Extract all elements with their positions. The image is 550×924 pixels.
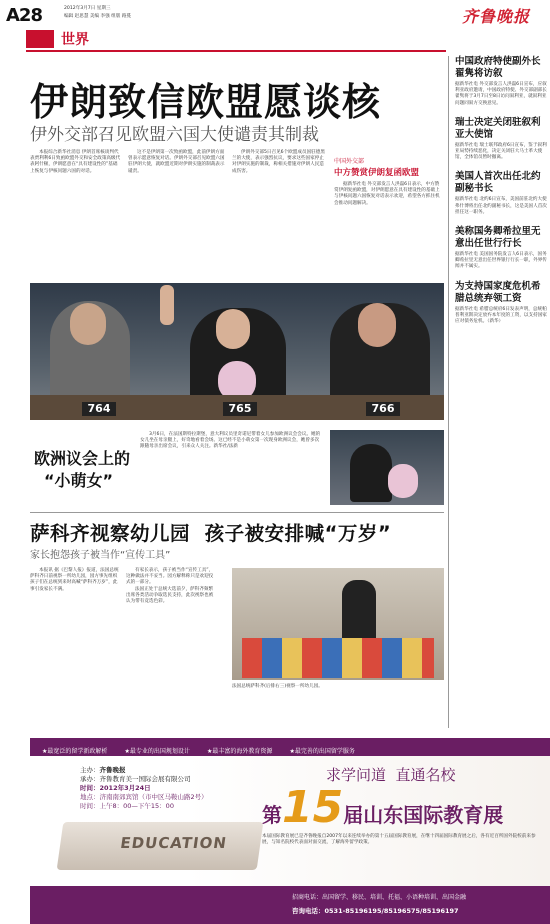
story3-paragraph: 法国正处于总统大选前夕，萨科齐频繁出席各类活动争取选民支持，此次视察也被认为带有竞选色彩。	[126, 586, 214, 605]
inset-mother	[350, 444, 392, 502]
story3-subtitle: 家长抱怨孩子被当作“宣传工具”	[30, 550, 171, 561]
sidebar-item-title: 美称国务卿希拉里无意出任世行行长	[455, 226, 541, 250]
story2-headline-line2: “小萌女”	[44, 471, 114, 490]
page-number: A28	[6, 5, 42, 26]
story3-paragraph: 有家长表示，孩子被当作“宣传工具”，这种做法并不妥当。园方解释称只是欢迎仪式的一部分。	[126, 568, 214, 586]
lead-subtitle: 伊外交部召见欧盟六国大使谴责其制裁	[30, 125, 319, 145]
sidebar-item	[455, 281, 547, 326]
sidebar-item-title: 美国人首次出任北约副秘书长	[455, 171, 541, 195]
sidebar-item	[455, 226, 547, 271]
sidebar-item	[455, 117, 547, 162]
child-row	[242, 638, 434, 678]
story3-body-col1	[30, 568, 120, 593]
kindergarten-photo	[232, 568, 444, 680]
lead-paragraph: 本报综合新华社消息 伊朗首席核谈判代表贾利利6日致函欧盟外交和安全政策高级代表阿什顿，伊朗愿意在“具有建设性的”基础上恢复与伊核问题六国的对话。	[30, 150, 121, 174]
sidebar-item-body: 据新华社电 美国国务院发言人6日表示，国务卿希拉里无意出任世界银行行长一职，外界传闻并不属实。	[455, 252, 547, 270]
column-divider	[448, 56, 449, 728]
ad-date: 2012年3月24日	[99, 784, 151, 792]
politician-right-face	[358, 303, 396, 347]
ad-date-row: 时间：2012年3月24日	[80, 784, 151, 792]
ad-bottom-bar	[30, 886, 550, 924]
sidebar-item-title: 中国政府特使副外长翟隽将访叙	[455, 56, 541, 79]
book-illustration	[57, 822, 264, 870]
seat-number-764: 764	[82, 402, 116, 416]
ad-host: 齐鲁晚报	[99, 766, 126, 774]
ad-edition-number: 15	[282, 782, 344, 833]
book-word: EDUCATION	[119, 834, 229, 852]
date-line: 2012年3月7日 星期三	[64, 6, 111, 11]
ad-venue: 济南南郊宾馆（市中区马鞍山路2号）	[99, 793, 208, 801]
brand-logo: 齐鲁晚报	[462, 7, 531, 26]
ad-title-row	[262, 782, 503, 833]
ad-title: 届山东国际教育展	[343, 803, 504, 827]
ad-description: 本届国际教育展已是齐鲁晚报自2007年以来连续举办的第十五届国际教育展，在继十四届国际教育展之后，各有近百所国外院校前来参展，与知名院校代表面对面交流，了解海外留学政策。	[262, 834, 536, 846]
side-headline: 中方赞赏伊朗复函欧盟	[334, 168, 420, 178]
lead-paragraph: 伊朗外交部5日召见6个欧盟成员国驻德黑兰的大使，表示强烈抗议，要求这些国家停止对伊朗实施的制裁，称相关措施对伊朗人民造成伤害。	[232, 150, 325, 174]
inset-photo	[330, 430, 444, 505]
ad-slogan: 求学问道 直通名校	[326, 766, 456, 784]
lead-headline: 伊朗致信欧盟愿谈核	[30, 80, 382, 124]
ad-top-bar	[30, 738, 550, 756]
sidebar-item-body: 据新华社电 北约6日宣布，美国前驻北约大使弗什博将出任北约副秘书长，这是美国人首次担任这一职务。	[455, 197, 547, 215]
ad-feature: ★最宽泛的留学新政解析	[42, 748, 108, 755]
section-badge	[26, 30, 54, 48]
lead-paragraph: 这不是伊朗第一次致函欧盟，此前伊朗方面曾表示愿意恢复对话。伊朗外交部召见欧盟六国驻伊朗大使，就欧盟近期对伊朗实施的制裁表示谴责。	[128, 150, 225, 174]
ad-feature: ★最完善的出国留学服务	[289, 748, 355, 755]
sidebar-item-title: 瑞士决定关闭驻叙利亚大使馆	[455, 116, 541, 140]
story3-paragraph: 本报讯 据《巴黎人报》报道，法国总统萨科齐日前视察一所幼儿园，园方事先组织孩子们在总统到来时高喊“萨科齐万岁”，此事引发家长不满。	[30, 568, 119, 592]
sidebar-item-body: 据新华社电 瑞士联邦政府6日宣布，鉴于叙利亚局势持续恶化，决定关闭驻大马士革大使馆，全体馆员暂时撤离。	[455, 142, 547, 161]
sidebar-item	[455, 56, 547, 107]
sidebar-item-body: 据新华社电 外交部发言人洪磊6日宣布，应叙利亚政府邀请，中国政府特使、外交部副部长翟隽将于3月7日至8日访问叙利亚，就叙利亚问题同叙方交换意见。	[455, 82, 547, 106]
ad-hours: 上午8：00—下午15：00	[99, 802, 174, 810]
sidebar	[455, 56, 547, 325]
ad-venue-row: 地点：济南南郊宾馆（市中区马鞍山路2号）	[80, 793, 208, 801]
editors-line: 编辑 赵思慧 美编 李强 组版 路蔓	[64, 14, 132, 19]
story3-headline: 萨科齐视察幼儿园 孩子被安排喊“万岁”	[30, 522, 392, 545]
sidebar-item-title: 为支持国家度危机希腊总统弃领工资	[455, 280, 541, 304]
seat-number-765: 765	[223, 402, 257, 416]
story2-paragraph: 3月6日，在法国斯特拉斯堡，意大利议员里奇诺尼带着女儿参加欧洲议会会议。她的女儿坐在母亲腿上，好奇地看着会场。这已经不是小萌女第一次现身欧洲议会，她曾多次跟随母亲出席会议，引来众人关注。新华社/法新	[140, 432, 321, 450]
ad-consult: 招商电话：出国留学、移民、培训、托福、小语种培训、出国金融	[292, 894, 467, 901]
seat-number-766: 766	[366, 402, 400, 416]
story2-body	[140, 432, 322, 451]
inset-baby	[388, 464, 418, 498]
politician-left-face	[70, 303, 106, 345]
sidebar-item	[455, 171, 547, 216]
side-kicker: 中国外交部	[334, 158, 365, 165]
ad-feature: ★最专业的出国规划设计	[124, 748, 190, 755]
ad-host-row: 主办：齐鲁晚报	[80, 766, 126, 774]
lead-body-col1	[30, 150, 122, 175]
story-separator	[30, 512, 444, 513]
story3-body-col2	[126, 568, 216, 605]
education-expo-ad	[30, 738, 550, 924]
ad-coorg-row: 承办：齐鲁教育美一国际会展有限公司	[80, 775, 191, 783]
ad-hours-row: 时间：上午8：00—下午15：00	[80, 802, 174, 810]
parliament-photo	[30, 283, 444, 420]
header-rule	[26, 50, 446, 52]
ad-info-block	[80, 766, 260, 811]
ad-phone: 咨询电话：0531-85196195/85196575/85196197	[292, 907, 459, 915]
ad-title-prefix: 第	[262, 803, 282, 827]
ad-feature: ★最丰富的海外教育资源	[206, 748, 273, 755]
lead-body-col3	[232, 150, 328, 175]
raised-hand	[160, 285, 174, 325]
lead-body-col2	[128, 150, 226, 175]
side-body	[334, 182, 442, 207]
mother-face	[216, 309, 250, 349]
sidebar-item-body: 据新华社电 希腊总统府6日发表声明，总统帕普利亚斯决定放弃本年度的工资，以支持国家应对债务危机。（新华）	[455, 306, 547, 325]
story2-headline-line1: 欧洲议会上的	[34, 449, 131, 468]
side-paragraph: 据新华社电 外交部发言人洪磊6日表示，中方赞赏伊朗复函欧盟，对伊朗愿意在具有建设性的基础上与伊核问题六国恢复对话表示欢迎，希望各方抓住机会推动问题解决。	[334, 182, 440, 206]
kindergarten-caption: 法国总统萨科齐(后排右三)视察一所幼儿园。	[232, 684, 323, 689]
ad-coorg: 齐鲁教育美一国际会展有限公司	[99, 775, 191, 783]
section-label: 世界	[61, 32, 89, 48]
